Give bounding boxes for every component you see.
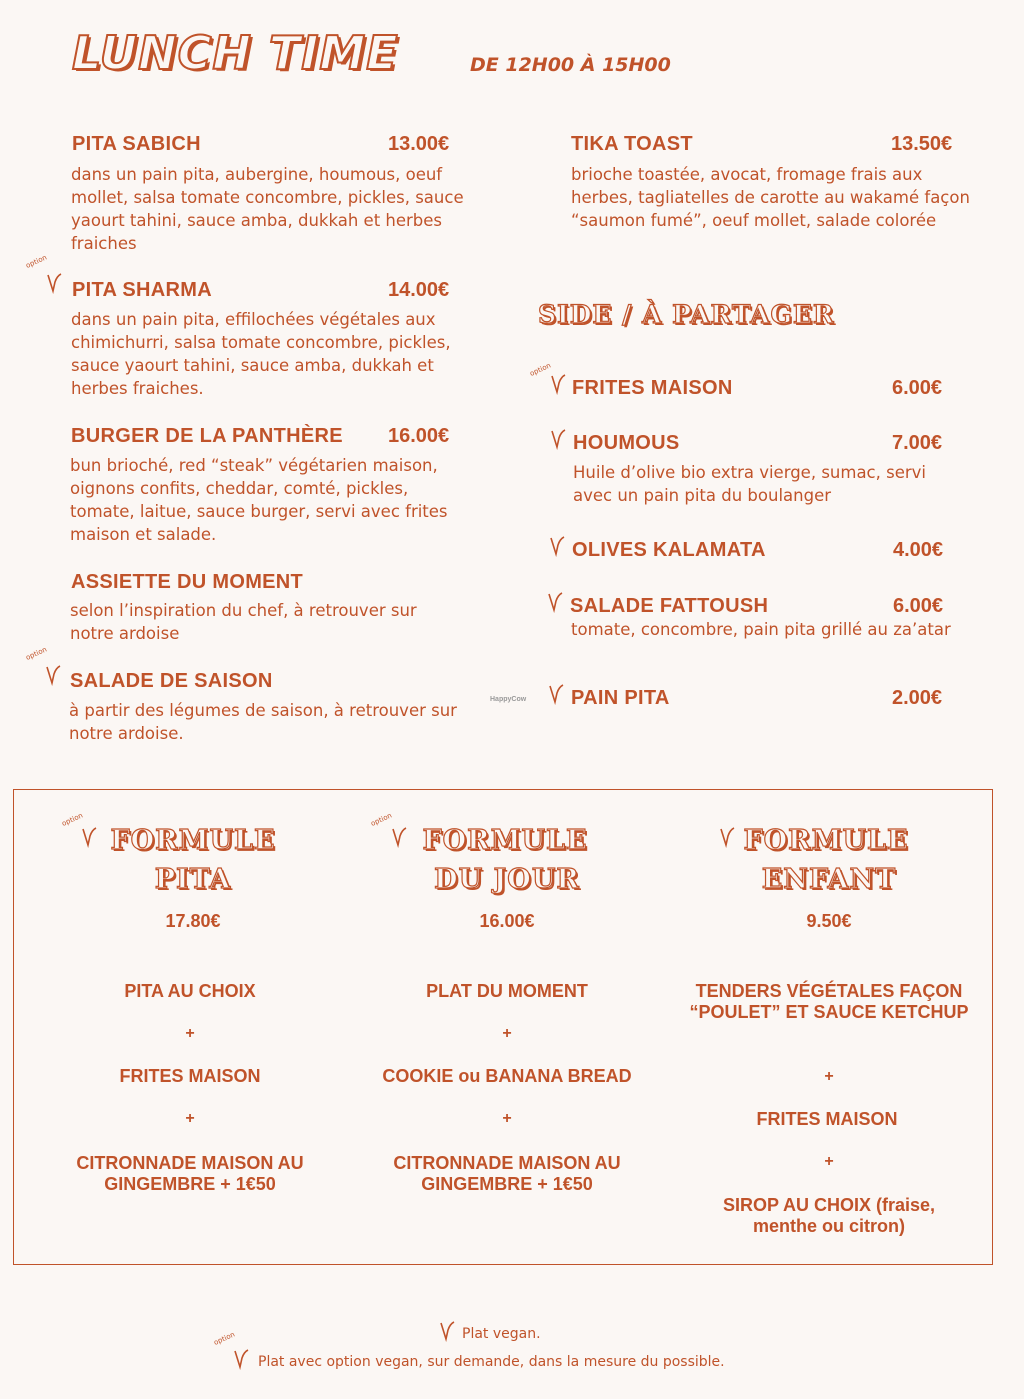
- option-tag: option: [24, 645, 49, 662]
- formule-jour-line: CITRONNADE MAISON AU GINGEMBRE + 1€50: [393, 1153, 621, 1194]
- item-desc-assiette: selon l’inspiration du chef, à retrouver sur notre ardoise: [70, 601, 417, 643]
- item-price-pita-sharma: 14.00€: [388, 279, 450, 301]
- formule-enfant-line: FRITES MAISON: [756, 1109, 898, 1129]
- formule-enfant-line: TENDERS VÉGÉTALES FAÇON “POULET” ET SAUCE KETCHUP: [689, 981, 969, 1022]
- item-name-pita-sabich: PITA SABICH: [72, 133, 201, 155]
- vegan-leaf-icon: [549, 428, 567, 450]
- item-price-tika-toast: 13.50€: [891, 133, 953, 155]
- vegan-leaf-icon: [45, 272, 63, 294]
- item-desc-tika-toast: brioche toastée, avocat, fromage frais aux herbes, tagliatelles de carotte au wakamé façon “saumon fumé”, oeuf mollet, salade colorée: [571, 165, 970, 230]
- formule-enfant-price: 9.50€: [806, 911, 852, 931]
- item-price-frites-maison: 6.00€: [892, 377, 943, 399]
- item-desc-salade-saison: à partir des légumes de saison, à retrouver sur notre ardoise.: [69, 701, 457, 743]
- item-price-pita-sabich: 13.00€: [388, 133, 450, 155]
- formule-jour-line: PLAT DU MOMENT: [426, 981, 588, 1001]
- item-name-tika-toast: TIKA TOAST: [571, 133, 693, 155]
- option-tag: option: [212, 1330, 237, 1347]
- formule-pita-price: 17.80€: [165, 911, 221, 931]
- item-price-pain-pita: 2.00€: [892, 687, 943, 709]
- formule-enfant-line: SIROP AU CHOIX (fraise, menthe ou citron): [722, 1195, 936, 1236]
- vegan-leaf-icon: [546, 591, 564, 613]
- item-desc-pita-sabich: dans un pain pita, aubergine, houmous, oeuf mollet, salsa tomate concombre, pickles, sauce yaourt tahini, sauce amba, dukkah et herbes fraiches: [71, 165, 464, 253]
- vegan-leaf-icon: [44, 664, 62, 686]
- item-name-olives: OLIVES KALAMATA: [572, 539, 766, 561]
- formule-pita-title-2: PITA: [154, 864, 232, 895]
- formule-jour-title-1: FORMULE: [422, 825, 588, 856]
- option-tag: option: [369, 811, 394, 828]
- formule-pita-line: FRITES MAISON: [119, 1066, 261, 1086]
- formule-enfant-title-1: FORMULE: [743, 825, 909, 856]
- vegan-leaf-icon: [232, 1348, 250, 1370]
- vegan-leaf-icon: [438, 1320, 456, 1342]
- item-price-salade-fattoush: 6.00€: [893, 595, 944, 617]
- formule-jour-line: COOKIE ou BANANA BREAD: [382, 1066, 632, 1086]
- item-name-houmous: HOUMOUS: [573, 432, 680, 454]
- vegan-leaf-icon: [548, 535, 566, 557]
- item-price-burger: 16.00€: [388, 425, 450, 447]
- side-section-title: SIDE / À PARTAGER: [538, 300, 835, 329]
- formule-pita-line: CITRONNADE MAISON AU GINGEMBRE + 1€50: [76, 1153, 304, 1194]
- item-price-olives: 4.00€: [893, 539, 944, 561]
- item-name-frites-maison: FRITES MAISON: [572, 377, 733, 399]
- item-name-assiette: ASSIETTE DU MOMENT: [71, 571, 304, 593]
- item-desc-pita-sharma: dans un pain pita, effilochées végétales aux chimichurri, salsa tomate concombre, pickles, sauce yaourt tahini, sauce amba, dukkah et herbes fraiches.: [71, 310, 451, 398]
- formule-pita-plus: +: [185, 1025, 195, 1042]
- item-name-burger: BURGER DE LA PANTHÈRE: [71, 425, 343, 447]
- item-price-houmous: 7.00€: [892, 432, 943, 454]
- item-name-pain-pita: PAIN PITA: [571, 687, 670, 709]
- service-hours: DE 12H00 À 15H00: [470, 54, 671, 76]
- formule-jour-plus: +: [502, 1110, 512, 1127]
- item-desc-houmous: Huile d’olive bio extra vierge, sumac, servi avec un pain pita du boulanger: [573, 463, 926, 505]
- formule-jour-title-2: DU JOUR: [434, 864, 580, 895]
- formule-pita-title-1: FORMULE: [110, 825, 276, 856]
- formule-pita-plus: +: [185, 1110, 195, 1127]
- option-tag: option: [528, 361, 553, 378]
- formule-enfant-plus: +: [824, 1153, 834, 1170]
- formule-jour-price: 16.00€: [479, 911, 535, 931]
- item-name-salade-fattoush: SALADE FATTOUSH: [570, 595, 769, 617]
- option-tag: option: [24, 253, 49, 270]
- item-name-pita-sharma: PITA SHARMA: [72, 279, 212, 301]
- legend-vegan: Plat vegan.: [462, 1326, 541, 1342]
- item-desc-salade-fattoush: tomate, concombre, pain pita grillé au za’atar: [571, 620, 951, 639]
- item-desc-burger: bun brioché, red “steak” végétarien maison, oignons confits, cheddar, comté, pickles, tomate, laitue, sauce burger, servi avec frites maison et salade.: [70, 456, 448, 544]
- vegan-leaf-icon: [547, 683, 565, 705]
- happycow-watermark: HappyCow: [490, 696, 527, 703]
- formule-enfant-plus: +: [824, 1068, 834, 1085]
- option-tag: option: [60, 811, 85, 828]
- formule-pita-line: PITA AU CHOIX: [124, 981, 256, 1001]
- item-name-salade-saison: SALADE DE SAISON: [70, 670, 273, 692]
- formule-jour-plus: +: [502, 1025, 512, 1042]
- formule-enfant-title-2: ENFANT: [761, 864, 897, 895]
- legend-vegan-option: Plat avec option vegan, sur demande, dans la mesure du possible.: [258, 1354, 725, 1370]
- vegan-leaf-icon: [549, 373, 567, 395]
- page-title: LUNCH TIME: [72, 26, 399, 80]
